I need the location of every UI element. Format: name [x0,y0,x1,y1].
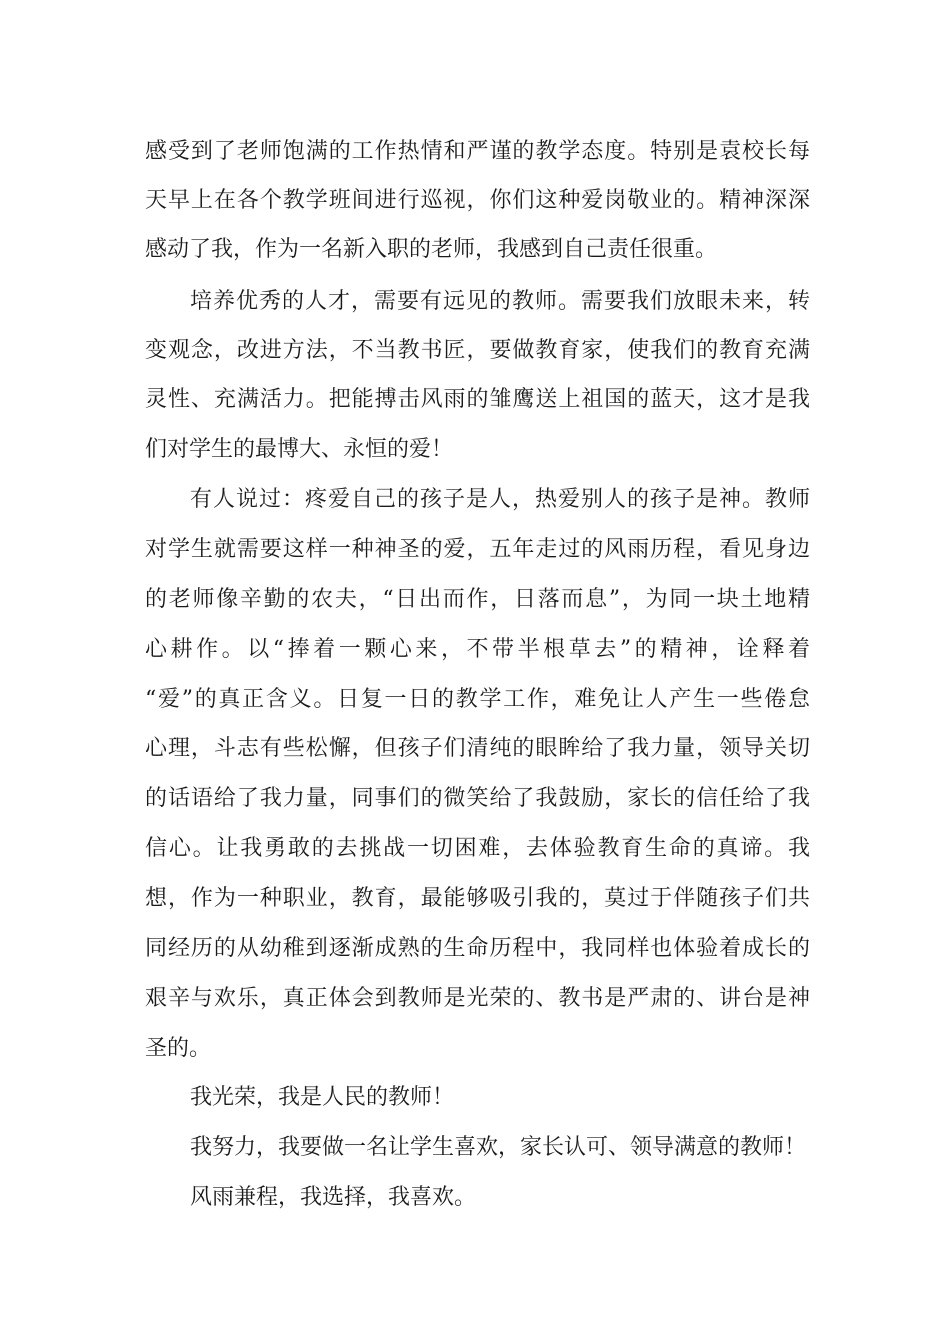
body-text-line: 圣的。 [145,1036,212,1061]
body-text-line: 信心。让我勇敢的去挑战一切困难，去体验教育生命的真谛。我 [145,836,810,861]
body-text-line: 艰辛与欢乐，真正体会到教师是光荣的、教书是严肃的、讲台是神 [145,986,810,1011]
body-text-line: 天早上在各个教学班间进行巡视，你们这种爱岗敬业的。精神深深 [145,188,810,213]
body-text-line: 有人说过：疼爱自己的孩子是人，热爱别人的孩子是神。教师 [190,487,810,512]
body-text-line: 变观念，改进方法，不当教书匠，要做教育家，使我们的教育充满 [145,338,810,363]
body-text-line: 想，作为一种职业，教育，最能够吸引我的，莫过于伴随孩子们共 [145,886,810,911]
body-text-line: 心耕作。以“捧着一颗心来，不带半根草去”的精神，诠释着 [145,637,810,662]
body-text-line: 们对学生的最博大、永恒的爱！ [145,437,454,462]
body-text-line: 同经历的从幼稚到逐渐成熟的生命历程中，我同样也体验着成长的 [145,936,810,961]
body-text-line: 风雨兼程，我选择，我喜欢。 [190,1185,477,1210]
body-text-line: 心理，斗志有些松懈，但孩子们清纯的眼眸给了我力量，领导关切 [145,736,810,761]
body-text-line: 的话语给了我力量，同事们的微笑给了我鼓励，家长的信任给了我 [145,786,810,811]
body-text-line: 灵性、充满活力。把能搏击风雨的雏鹰送上祖国的蓝天，这才是我 [145,387,810,412]
body-text-line: 的老师像辛勤的农夫，“日出而作，日落而息”，为同一块土地精 [145,587,810,612]
body-text-line: “爱”的真正含义。日复一日的教学工作，难免让人产生一些倦怠 [145,687,810,712]
body-text-line: 我光荣，我是人民的教师！ [190,1085,455,1110]
body-text-line: 对学生就需要这样一种神圣的爱，五年走过的风雨历程，看见身边 [145,537,810,562]
body-text-line: 培养优秀的人才，需要有远见的教师。需要我们放眼未来，转 [190,289,810,314]
body-text-line: 感动了我，作为一名新入职的老师，我感到自己责任很重。 [145,237,718,262]
body-text-line: 我努力，我要做一名让学生喜欢，家长认可、领导满意的教师！ [190,1135,807,1160]
body-text-line: 感受到了老师饱满的工作热情和严谨的教学态度。特别是袁校长每 [145,139,810,164]
